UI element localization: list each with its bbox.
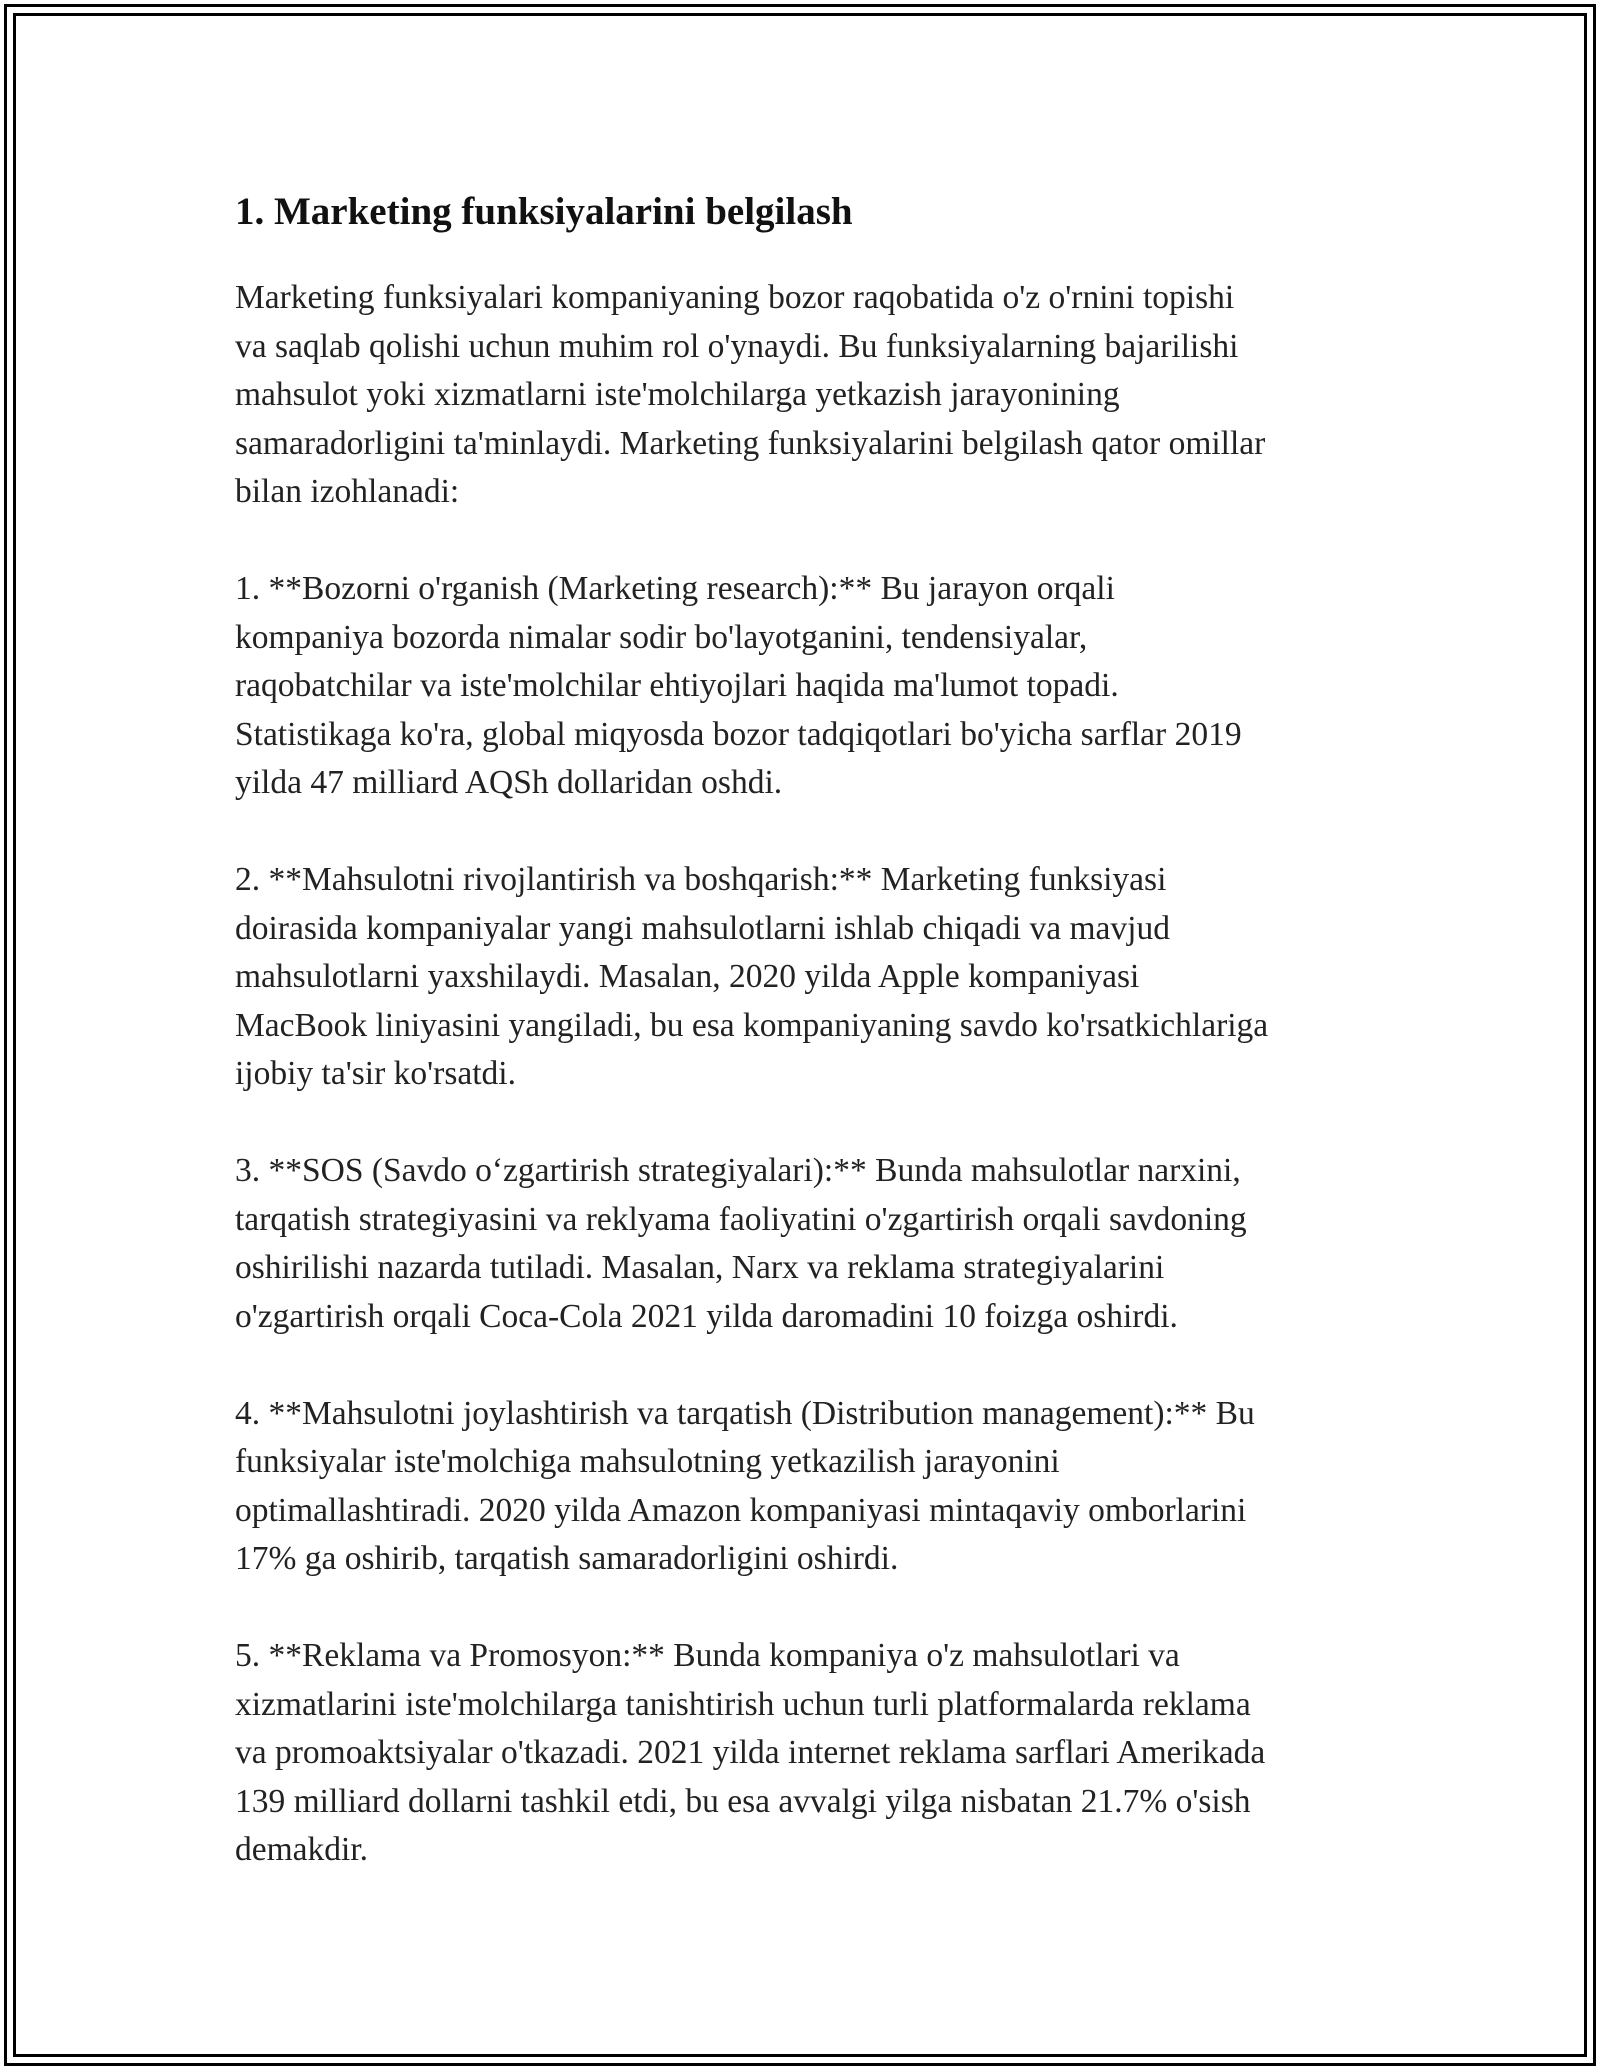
- paragraph-line: funksiyalar iste'molchiga mahsulotning yetkazilish jarayonini: [235, 1443, 1060, 1480]
- list-item-sales-strategy: [235, 1147, 1375, 1341]
- paragraph-line: ijobiy ta'sir ko'rsatdi.: [235, 1055, 516, 1092]
- paragraph-line: mahsulotlarni yaxshilaydi. Masalan, 2020 yilda Apple kompaniyasi: [235, 958, 1140, 995]
- paragraph-line: optimallashtiradi. 2020 yilda Amazon kompaniyasi mintaqaviy omborlarini: [235, 1491, 1247, 1529]
- paragraph-line: 2. **Mahsulotni rivojlantirish va boshqarish:** Marketing funksiyasi: [235, 861, 1167, 898]
- document-body: [235, 184, 1375, 1875]
- paragraph-line: va saqlab qolishi uchun muhim rol o'ynaydi. Bu funksiyalarning bajarilishi: [235, 327, 1239, 365]
- paragraph-line: samaradorligini ta'minlaydi. Marketing funksiyalarini belgilash qator omillar: [235, 424, 1266, 462]
- paragraph-line: demakdir.: [235, 1831, 369, 1868]
- paragraph-line: tarqatish strategiyasini va reklyama faoliyatini o'zgartirish orqali savdoning: [235, 1200, 1247, 1238]
- paragraph-line: 3. **SOS (Savdo o‘zgartirish strategiyalari):** Bunda mahsulotlar narxini,: [235, 1152, 1241, 1189]
- paragraph-line: 5. **Reklama va Promosyon:** Bunda kompaniya o'z mahsulotlari va: [235, 1637, 1180, 1674]
- list-item-distribution: [235, 1390, 1375, 1584]
- list-item-advertising: [235, 1632, 1375, 1875]
- paragraph-line: xizmatlarini iste'molchilarga tanishtirish uchun turli platformalarda reklama: [235, 1685, 1251, 1723]
- paragraph-line: Statistikaga ko'ra, global miqyosda bozor tadqiqotlari bo'yicha sarflar 2019: [235, 715, 1242, 753]
- paragraph-line: o'zgartirish orqali Coca-Cola 2021 yilda daromadini 10 foizga oshirdi.: [235, 1297, 1178, 1335]
- paragraph-line: raqobatchilar va iste'molchilar ehtiyojlari haqida ma'lumot topadi.: [235, 667, 1119, 704]
- paragraph-line: kompaniya bozorda nimalar sodir bo'layotganini, tendensiyalar,: [235, 618, 1088, 656]
- list-item-market-research: [235, 565, 1375, 808]
- paragraph-line: 17% ga oshirib, tarqatish samaradorligini oshirdi.: [235, 1540, 899, 1577]
- paragraph-line: 139 milliard dollarni tashkil etdi, bu esa avvalgi yilga nisbatan 21.7% o'sish: [235, 1782, 1251, 1820]
- paragraph-line: mahsulot yoki xizmatlarni iste'molchilarga yetkazish jarayonining: [235, 376, 1120, 413]
- paragraph-line: oshirilishi nazarda tutiladi. Masalan, Narx va reklama strategiyalarini: [235, 1249, 1165, 1286]
- paragraph-line: bilan izohlanadi:: [235, 473, 460, 510]
- paragraph-line: MacBook liniyasini yangiladi, bu esa kompaniyaning savdo ko'rsatkichlariga: [235, 1006, 1269, 1044]
- section-heading: 1. Marketing funksiyalarini belgilash: [235, 190, 853, 233]
- intro-paragraph: [235, 274, 1375, 517]
- paragraph-line: yilda 47 milliard AQSh dollaridan oshdi.: [235, 764, 783, 801]
- list-item-product-development: [235, 856, 1375, 1099]
- paragraph-line: 4. **Mahsulotni joylashtirish va tarqatish (Distribution management):** Bu: [235, 1394, 1255, 1432]
- paragraph-line: Marketing funksiyalari kompaniyaning bozor raqobatida o'z o'rnini topishi: [235, 279, 1235, 316]
- paragraph-line: doirasida kompaniyalar yangi mahsulotlarni ishlab chiqadi va mavjud: [235, 909, 1170, 947]
- paragraph-line: va promoaktsiyalar o'tkazadi. 2021 yilda internet reklama sarflari Amerikada: [235, 1734, 1266, 1771]
- paragraph-line: 1. **Bozorni o'rganish (Marketing research):** Bu jarayon orqali: [235, 570, 1115, 607]
